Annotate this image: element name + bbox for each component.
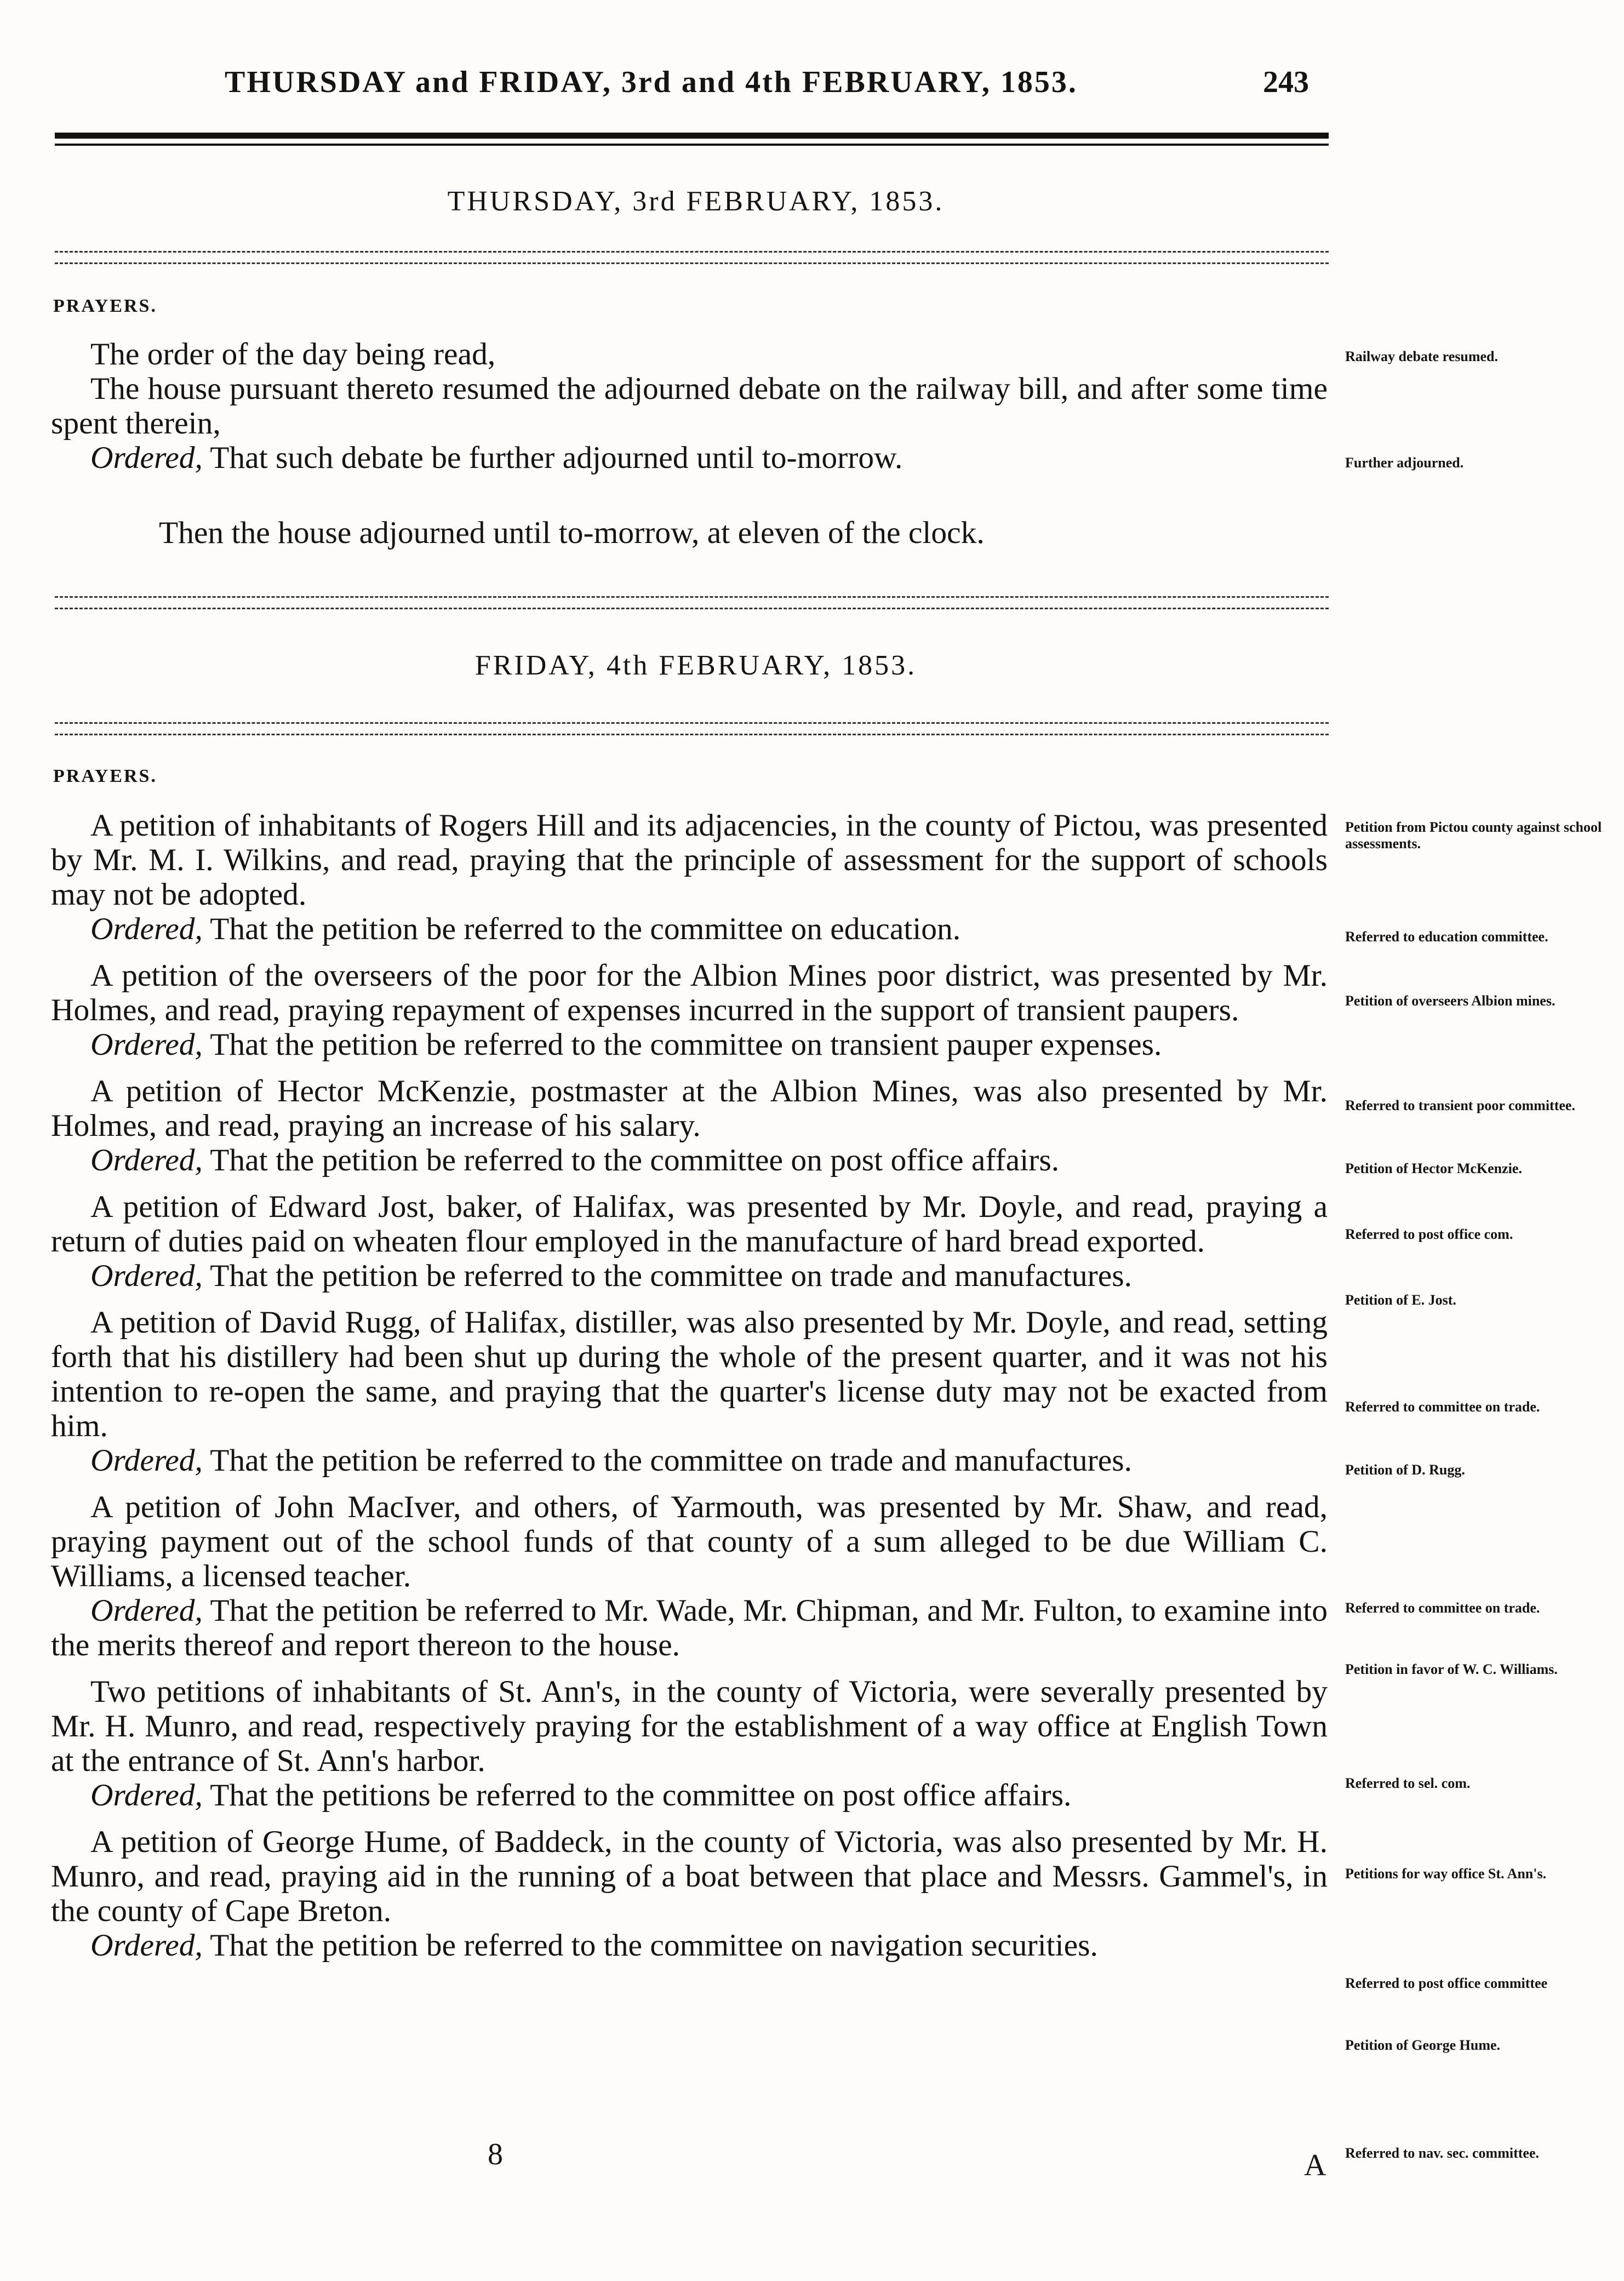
ordered-word: Ordered, (90, 1443, 203, 1478)
friday-prayers: PRAYERS. (53, 766, 157, 786)
margin-note-transient-committee: Referred to transient poor committee. (1345, 1097, 1575, 1113)
ordered-text: That the petitions be referred to the committee on post office affairs. (202, 1778, 1072, 1813)
petition-paragraph: A petition of David Rugg, of Halifax, distiller, was also presented by Mr. Doyle, and read, setting forth that his distillery had been shut up during the whole of the present quarter, and it was not his intention to re-open the same, and praying that the quarter's license duty may not be exacted from him. (51, 1305, 1328, 1443)
page-number: 243 (1263, 65, 1309, 99)
ordered-text: That the petition be referred to the committee on post office affairs. (202, 1143, 1060, 1177)
margin-note-mckenzie-petition: Petition of Hector McKenzie. (1345, 1160, 1522, 1176)
header-rule-thin (55, 144, 1329, 146)
ordered-paragraph (51, 1143, 1328, 1177)
running-header-title: THURSDAY and FRIDAY, 3rd and 4th FEBRUARY, 1853. (225, 65, 1078, 99)
margin-note-trade-committee-2: Referred to committee on trade. (1345, 1600, 1540, 1616)
ordered-paragraph (51, 1259, 1328, 1293)
thursday-paragraph-3 (51, 441, 1328, 475)
friday-sitting-title: FRIDAY, 4th FEBRUARY, 1853. (474, 650, 917, 681)
signature-letter: A (1304, 2148, 1326, 2182)
ordered-text: That the petition be referred to the committee on trade and manufactures. (202, 1443, 1133, 1478)
ordered-word: Ordered, (90, 1143, 203, 1177)
ordered-text: That the petition be referred to the committee on education. (202, 912, 961, 946)
petition-paragraph: A petition of Hector McKenzie, postmaster at the Albion Mines, was also presented by Mr. Holmes, and read, praying an increase of his salary. (51, 1074, 1328, 1143)
ordered-word: Ordered, (90, 912, 203, 946)
header-rule-thick (55, 133, 1329, 139)
margin-note-pictou-petition: Petition from Pictou county against school assessments. (1345, 819, 1602, 851)
margin-note-railway-resumed: Railway debate resumed. (1345, 348, 1499, 364)
petition-paragraph: A petition of inhabitants of Rogers Hill and its adjacencies, in the county of Pictou, was presented by Mr. M. I. Wilkins, and read, praying that the principle of assessment for the support of schools may not be adopted. (51, 808, 1328, 912)
margin-note-st-anns-petitions: Petitions for way office St. Ann's. (1345, 1866, 1547, 1882)
ordered-paragraph (51, 912, 1328, 946)
margin-note-jost-petition: Petition of E. Jost. (1345, 1292, 1456, 1308)
ordered-text: That such debate be further adjourned until to-morrow. (202, 441, 903, 475)
margin-note-education-committee: Referred to education committee. (1345, 929, 1548, 945)
ordered-word: Ordered, (90, 1259, 203, 1293)
ordered-word: Ordered, (90, 1027, 203, 1062)
margin-note-trade-committee-1: Referred to committee on trade. (1345, 1399, 1540, 1415)
ordered-paragraph (51, 1778, 1328, 1813)
thursday-divider (55, 251, 1329, 264)
ordered-text: That the petition be referred to Mr. Wade, Mr. Chipman, and Mr. Fulton, to examine into the merits thereof and report thereon to the house. (51, 1593, 1328, 1662)
ordered-text: That the petition be referred to the committee on navigation securities. (202, 1928, 1098, 1963)
friday-divider (55, 722, 1329, 735)
petition-paragraph: A petition of John MacIver, and others, of Yarmouth, was presented by Mr. Shaw, and read, praying payment out of the school funds of that county of a sum alleged to be due William C. Williams, a licensed teacher. (51, 1490, 1328, 1593)
margin-note-rugg-petition: Petition of D. Rugg. (1345, 1462, 1465, 1478)
margin-note-post-office-committee: Referred to post office committee (1345, 1975, 1548, 1991)
margin-note-williams-petition: Petition in favor of W. C. Williams. (1345, 1661, 1558, 1677)
petition-paragraph: A petition of George Hume, of Baddeck, in the county of Victoria, was also presented by Mr. H. Munro, and read, praying aid in the running of a boat between that place and Messrs. Gammel's, in the county of Cape Breton. (51, 1825, 1328, 1928)
running-header (0, 65, 1624, 108)
margin-note-select-committee: Referred to sel. com. (1345, 1775, 1471, 1791)
margin-note-post-office-com: Referred to post office com. (1345, 1226, 1513, 1242)
thursday-prayers: PRAYERS. (53, 296, 157, 316)
petition-paragraph: A petition of the overseers of the poor for the Albion Mines poor district, was presented by Mr. Holmes, and read, praying repayment of expenses incurred in the support of transient paupers. (51, 958, 1328, 1027)
margin-note-hume-petition: Petition of George Hume. (1345, 2037, 1501, 2053)
thursday-paragraph-2: The house pursuant thereto resumed the adjourned debate on the railway bill, and after some time spent therein, (51, 371, 1328, 441)
margin-note-further-adjourned: Further adjourned. (1345, 455, 1464, 471)
thursday-closing: Then the house adjourned until to-morrow, at eleven of the clock. (159, 516, 985, 550)
petition-paragraph: Two petitions of inhabitants of St. Ann's, in the county of Victoria, were severally presented by Mr. H. Munro, and read, respectively praying for the establishment of a way office at English Town at the entrance of St. Ann's harbor. (51, 1674, 1328, 1778)
ordered-word: Ordered, (90, 1593, 203, 1628)
signature-number: 8 (488, 2137, 503, 2171)
ordered-paragraph (51, 1928, 1328, 1963)
friday-top-divider (55, 596, 1329, 609)
thursday-paragraph-1: The order of the day being read, (90, 337, 496, 371)
ordered-text: That the petition be referred to the committee on trade and manufactures. (202, 1259, 1133, 1293)
margin-note-navigation-committee: Referred to nav. sec. committee. (1345, 2145, 1539, 2161)
ordered-paragraph (51, 1027, 1328, 1062)
petition-paragraph: A petition of Edward Jost, baker, of Halifax, was presented by Mr. Doyle, and read, praying a return of duties paid on wheaten flour employed in the manufacture of hard bread exported. (51, 1190, 1328, 1259)
thursday-proceedings (51, 337, 1328, 475)
thursday-sitting-title: THURSDAY, 3rd FEBRUARY, 1853. (447, 186, 945, 217)
ordered-paragraph (51, 1593, 1328, 1662)
margin-note-overseers-petition: Petition of overseers Albion mines. (1345, 993, 1556, 1009)
ordered-text: That the petition be referred to the committee on transient pauper expenses. (202, 1027, 1162, 1062)
friday-proceedings (51, 808, 1328, 1963)
ordered-word: Ordered, (90, 1778, 203, 1813)
ordered-word: Ordered, (90, 441, 203, 475)
ordered-word: Ordered, (90, 1928, 203, 1963)
ordered-paragraph (51, 1443, 1328, 1478)
